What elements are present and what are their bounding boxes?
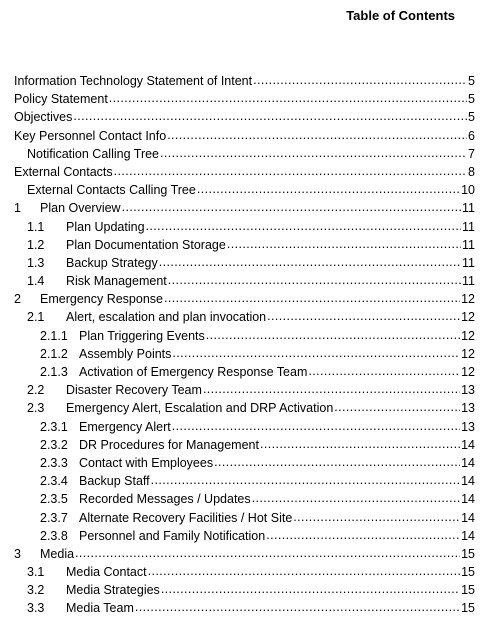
- toc-entry[interactable]: [14, 490, 475, 508]
- toc-entry-page: 11: [462, 255, 475, 270]
- toc-dot-leader: [252, 489, 460, 507]
- toc-entry-number: 3.3: [27, 601, 45, 616]
- toc-dot-leader: [109, 89, 467, 107]
- toc-entry-title: Media Contact: [66, 565, 147, 580]
- toc-entry[interactable]: [14, 127, 475, 145]
- toc-entry-number: 2.3.8: [40, 528, 68, 543]
- toc-entry-page: 12: [461, 292, 475, 307]
- toc-entry-title: Plan Documentation Storage: [66, 237, 226, 252]
- toc-dot-leader: [75, 544, 460, 562]
- toc-dot-leader: [160, 144, 467, 162]
- toc-entry-number: 2.3.3: [40, 455, 68, 470]
- toc-entry-number: 2.1.1: [40, 328, 68, 343]
- toc-entry-page: 11: [462, 274, 475, 289]
- toc-entry-title: Alert, escalation and plan invocation: [66, 310, 267, 325]
- toc-entry-title: External Contacts Calling Tree: [27, 183, 196, 198]
- toc-dot-leader: [293, 508, 460, 526]
- toc-entry-number: 2.3.1: [40, 419, 68, 434]
- toc-entry-page: 5: [468, 110, 475, 125]
- toc-entry-number: 2.1.3: [40, 365, 68, 379]
- toc-entry[interactable]: [14, 308, 475, 326]
- toc-dot-leader: [308, 362, 460, 380]
- toc-dot-leader: [135, 598, 460, 616]
- toc-entry-title: Risk Management: [66, 274, 167, 289]
- toc-entry[interactable]: [14, 399, 475, 417]
- toc-entry-number: 1.2: [27, 237, 45, 252]
- toc-entry-title: Emergency Response: [40, 292, 163, 307]
- toc-entry-title: Media: [40, 546, 75, 561]
- toc-entry[interactable]: [14, 545, 475, 563]
- toc-entry[interactable]: [14, 381, 475, 399]
- toc-entry-title: Information Technology Statement of Intent: [14, 74, 253, 88]
- toc-entry-page: 12: [461, 346, 475, 361]
- toc-entry[interactable]: [14, 199, 475, 217]
- toc-entry[interactable]: [14, 418, 475, 436]
- toc-entry-page: 14: [461, 510, 475, 525]
- toc-entry[interactable]: [14, 108, 475, 126]
- toc-entry-title: Media Strategies: [66, 583, 160, 598]
- toc-entry-title: Contact with Employees: [79, 455, 214, 470]
- toc-dot-leader: [161, 580, 460, 598]
- toc-entry[interactable]: [14, 327, 475, 345]
- toc-entry[interactable]: [14, 272, 475, 290]
- toc-entry-page: 15: [461, 601, 475, 616]
- toc-entry-number: 2.3.4: [40, 474, 68, 489]
- toc-entry-number: 2.3: [27, 401, 45, 416]
- toc-entry-number: 1.4: [27, 274, 45, 289]
- toc-dot-leader: [197, 180, 460, 198]
- toc-dot-leader: [114, 162, 467, 180]
- toc-entry-title: Backup Staff: [79, 474, 150, 489]
- toc-entry-page: 6: [468, 128, 475, 143]
- toc-entry-number: 2.1.2: [40, 346, 68, 361]
- toc-entry-title: Disaster Recovery Team: [66, 383, 202, 398]
- toc-title: Table of Contents: [346, 8, 455, 23]
- toc-entry-page: 7: [468, 146, 475, 161]
- toc-entry-page: 15: [461, 583, 475, 598]
- toc-entry-page: 11: [462, 201, 475, 216]
- toc-dot-leader: [172, 417, 460, 435]
- toc-entry[interactable]: [14, 236, 475, 254]
- toc-entry-page: 5: [468, 92, 475, 107]
- toc-dot-leader: [253, 71, 467, 89]
- toc-dot-leader: [227, 235, 461, 253]
- toc-dot-leader: [151, 471, 460, 489]
- toc-entry-number: 2: [14, 292, 21, 307]
- toc-entry[interactable]: [14, 563, 475, 581]
- toc-dot-leader: [214, 453, 460, 471]
- toc-dot-leader: [122, 198, 461, 216]
- toc-entry-page: 14: [461, 455, 475, 470]
- toc-dot-leader: [334, 398, 460, 416]
- toc-entry[interactable]: [14, 145, 475, 163]
- toc-entry-title: Key Personnel Contact Info: [14, 128, 167, 143]
- toc-entry-number: 2.1: [27, 310, 45, 325]
- toc-dot-leader: [167, 126, 467, 144]
- toc-entry-page: 13: [461, 419, 475, 434]
- toc-entry-number: 2.3.7: [40, 510, 68, 525]
- toc-entry[interactable]: [14, 181, 475, 199]
- toc-entry-title: Plan Overview: [40, 201, 121, 216]
- toc-entry-title: Notification Calling Tree: [27, 146, 160, 161]
- toc-entry-number: 2.3.2: [40, 437, 68, 452]
- toc-entry-title: Objectives: [14, 110, 73, 125]
- toc-entry[interactable]: [14, 290, 475, 308]
- toc-entry-title: Backup Strategy: [66, 255, 158, 270]
- toc-dot-leader: [206, 326, 460, 344]
- toc-entry-title: Media Team: [66, 601, 134, 616]
- toc-entry[interactable]: [14, 599, 475, 617]
- toc-dot-leader: [168, 271, 461, 289]
- toc-entry-page: 8: [468, 164, 475, 179]
- toc-entry-page: 10: [461, 183, 475, 198]
- toc-entry-title: Recorded Messages / Updates: [79, 492, 251, 507]
- toc-entry-page: 12: [461, 365, 475, 379]
- toc-entry[interactable]: [14, 90, 475, 108]
- toc-dot-leader: [203, 380, 460, 398]
- toc-entry-title: Personnel and Family Notification: [79, 528, 266, 543]
- toc-entry-page: 12: [461, 310, 475, 325]
- toc-dot-leader: [172, 344, 460, 362]
- toc-entry-title: Plan Updating: [66, 219, 145, 234]
- toc-list: [14, 72, 475, 618]
- toc-dot-leader: [164, 289, 460, 307]
- toc-entry-page: 14: [461, 437, 475, 452]
- toc-entry-title: Emergency Alert: [79, 419, 171, 434]
- toc-entry[interactable]: [14, 72, 475, 90]
- toc-entry[interactable]: [14, 472, 475, 490]
- toc-entry[interactable]: [14, 509, 475, 527]
- toc-entry[interactable]: [14, 581, 475, 599]
- toc-entry-page: 14: [461, 528, 475, 543]
- toc-entry-page: 5: [468, 74, 475, 88]
- toc-dot-leader: [159, 253, 461, 271]
- toc-entry-page: 15: [461, 546, 475, 561]
- toc-entry-number: 3.1: [27, 565, 45, 580]
- toc-entry-title: Emergency Alert, Escalation and DRP Activation: [66, 401, 334, 416]
- toc-entry-title: Activation of Emergency Response Team: [79, 365, 308, 379]
- toc-entry-number: 2.2: [27, 383, 45, 398]
- toc-entry-title: DR Procedures for Management: [79, 437, 259, 452]
- toc-entry-page: 13: [461, 383, 475, 398]
- toc-entry-page: 13: [461, 401, 475, 416]
- toc-entry[interactable]: [14, 163, 475, 181]
- toc-entry-number: 2.3.5: [40, 492, 68, 507]
- toc-entry-title: Plan Triggering Events: [79, 328, 205, 343]
- toc-entry-number: 1.3: [27, 255, 45, 270]
- toc-entry-title: Alternate Recovery Facilities / Hot Site: [79, 510, 293, 525]
- toc-entry-page: 12: [461, 328, 475, 343]
- toc-dot-leader: [260, 435, 460, 453]
- toc-entry-title: Policy Statement: [14, 92, 108, 107]
- toc-entry-page: 11: [462, 219, 475, 234]
- toc-entry[interactable]: [14, 363, 475, 381]
- toc-entry[interactable]: [14, 218, 475, 236]
- toc-entry-page: 11: [462, 237, 475, 252]
- toc-entry-number: 3.2: [27, 583, 45, 598]
- toc-entry-page: 14: [461, 492, 475, 507]
- toc-entry[interactable]: [14, 345, 475, 363]
- toc-entry-number: 1.1: [27, 219, 45, 234]
- toc-entry-title: Assembly Points: [79, 346, 172, 361]
- toc-entry-number: 3: [14, 546, 21, 561]
- toc-entry[interactable]: [14, 436, 475, 454]
- toc-entry-number: 1: [14, 201, 21, 216]
- toc-dot-leader: [73, 107, 467, 125]
- toc-entry[interactable]: [14, 454, 475, 472]
- toc-dot-leader: [266, 526, 460, 544]
- toc-entry[interactable]: [14, 254, 475, 272]
- toc-entry-title: External Contacts: [14, 164, 113, 179]
- toc-entry-page: 15: [461, 565, 475, 580]
- toc-entry-page: 14: [461, 474, 475, 489]
- toc-entry[interactable]: [14, 527, 475, 545]
- toc-dot-leader: [148, 562, 460, 580]
- toc-dot-leader: [267, 307, 460, 325]
- toc-dot-leader: [146, 217, 461, 235]
